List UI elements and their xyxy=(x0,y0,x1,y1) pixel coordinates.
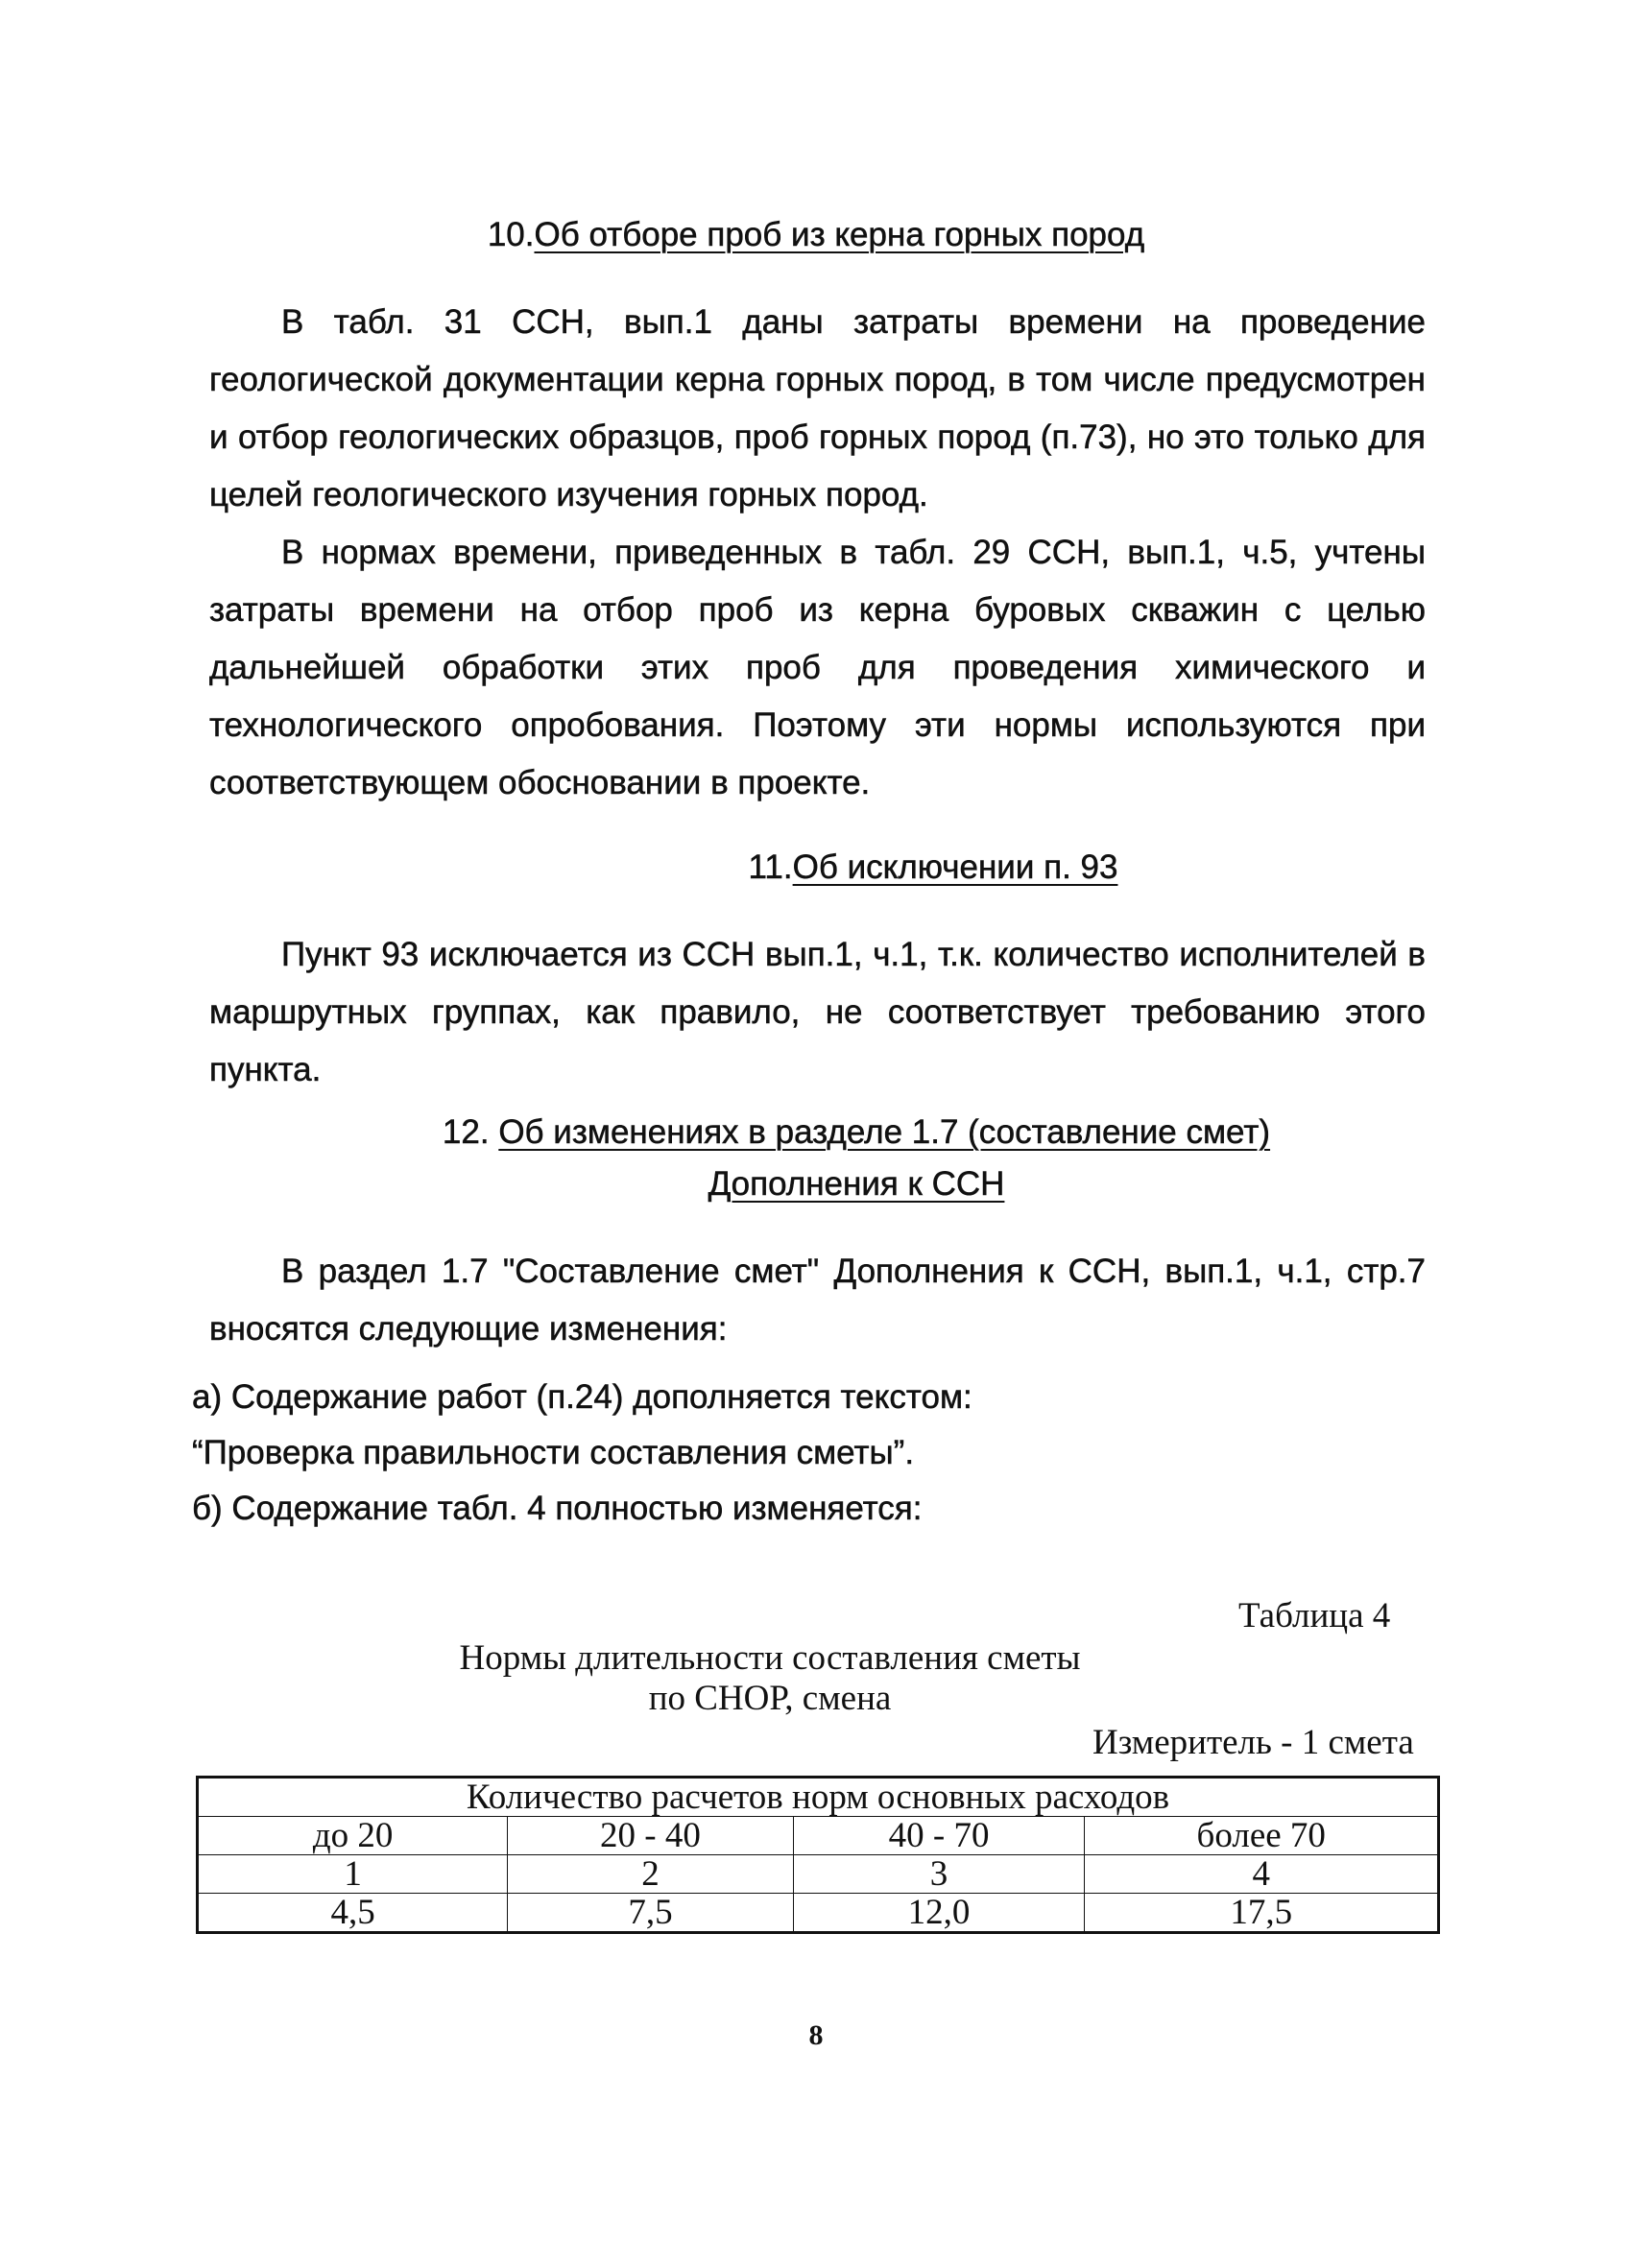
section-11-heading xyxy=(117,848,1632,887)
table-4-column-2: 20 - 40 xyxy=(508,1817,793,1855)
table-4-label: Таблица 4 xyxy=(1238,1596,1391,1635)
table-4-number-2: 2 xyxy=(508,1855,793,1894)
section-11-number: 11. xyxy=(748,848,793,886)
table-4-value-4: 17,5 xyxy=(1085,1894,1439,1933)
section-12-paragraph-1: В раздел 1.7 "Составление смет" Дополнения к ССН, вып.1, ч.1, стр.7 вносятся следующие изменения: xyxy=(209,1253,1426,1348)
table-4-column-3: 40 - 70 xyxy=(793,1817,1085,1855)
section-11-paragraph-1: Пункт 93 исключается из ССН вып.1, ч.1, т.к. количество исполнителей в маршрутных группах, как правило, не соответствует требованию этого пункта. xyxy=(209,936,1426,1088)
item-a-quote: “Проверка правильности составления сметы”. xyxy=(192,1434,915,1471)
table-4 xyxy=(196,1776,1440,1934)
table-4-numbers-row xyxy=(198,1855,1439,1894)
table-4-value-3: 12,0 xyxy=(793,1894,1085,1933)
table-4-number-3: 3 xyxy=(793,1855,1085,1894)
item-b: б) Содержание табл. 4 полностью изменяется: xyxy=(192,1490,923,1527)
table-4-columns-row xyxy=(198,1817,1439,1855)
table-4-title-line-1: Нормы длительности составления сметы xyxy=(459,1638,1081,1678)
section-12-title-line-1: Об изменениях в разделе 1.7 (составление смет) xyxy=(498,1113,1271,1151)
table-4-column-4: более 70 xyxy=(1085,1817,1439,1855)
item-a: а) Содержание работ (п.24) дополняется текстом: xyxy=(192,1378,972,1416)
section-10-number: 10. xyxy=(487,216,535,253)
section-10-heading xyxy=(0,216,1632,254)
table-4-column-1: до 20 xyxy=(198,1817,508,1855)
table-4-meter: Измеритель - 1 смета xyxy=(1092,1723,1414,1762)
section-11-title: Об исключении п. 93 xyxy=(792,848,1118,886)
table-4-header-row xyxy=(198,1778,1439,1817)
table-4-header: Количество расчетов норм основных расходов xyxy=(198,1778,1439,1817)
table-4-value-2: 7,5 xyxy=(508,1894,793,1933)
section-12-title-line-2-wrap xyxy=(40,1165,1632,1204)
section-12-title-line-2: Дополнения к ССН xyxy=(708,1165,1005,1203)
table-4-title-line-2: по СНОР, смена xyxy=(648,1679,892,1718)
table-4-value-1: 4,5 xyxy=(198,1894,508,1933)
page-number: 8 xyxy=(808,2019,824,2051)
section-10-title: Об отборе проб из керна горных пород xyxy=(534,216,1145,253)
section-10-paragraph-2: В нормах времени, приведенных в табл. 29 ССН, вып.1, ч.5, учтены затраты времени на отбор проб из керна буровых скважин с целью дальнейшей обработки этих проб для проведения химического и технологического опробования. Поэтому эти нормы используются при соответствующем обосновании в проекте. xyxy=(209,534,1426,801)
section-12-heading xyxy=(40,1113,1632,1152)
table-4-number-4: 4 xyxy=(1085,1855,1439,1894)
section-12-number: 12. xyxy=(442,1113,490,1151)
table-4-number-1: 1 xyxy=(198,1855,508,1894)
table-4-values-row xyxy=(198,1894,1439,1933)
section-10-paragraph-1: В табл. 31 ССН, вып.1 даны затраты времени на проведение геологической документации керна горных пород, в том числе предусмотрен и отбор геологических образцов, проб горных пород (п.73), но это только для целей геологического изучения горных пород. xyxy=(209,303,1426,513)
